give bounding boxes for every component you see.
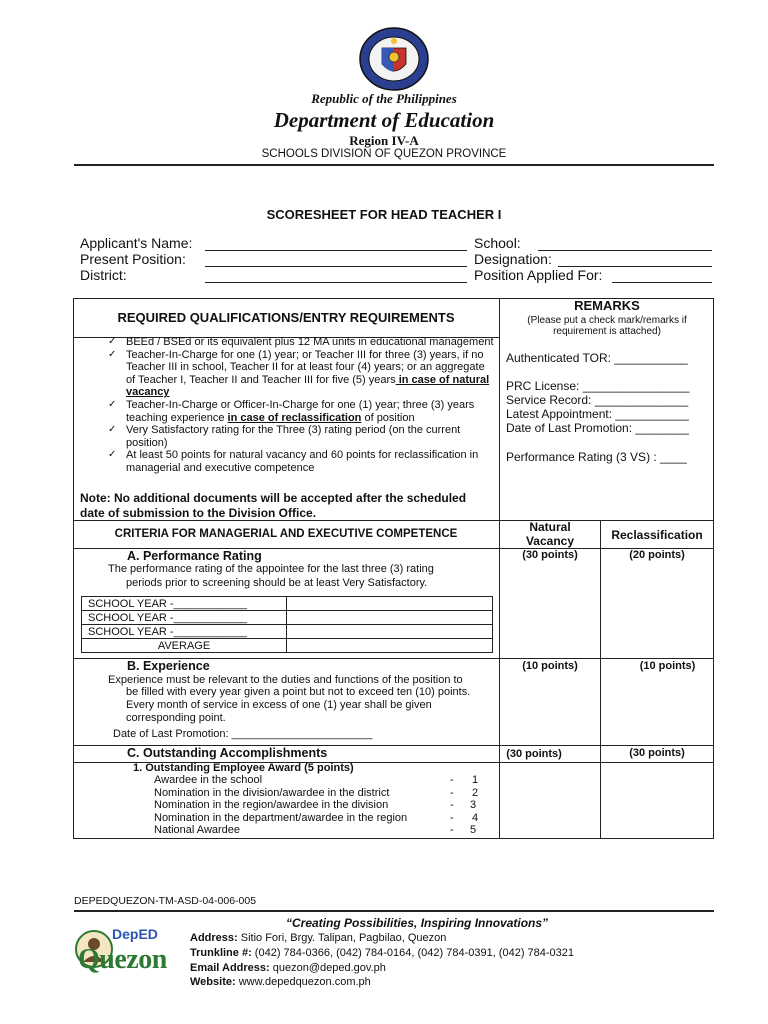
footer-address-value: Sitio Fori, Brgy. Talipan, Pagbilao, Quezon xyxy=(237,932,447,944)
remarks-appointment[interactable]: Latest Appointment: ___________ xyxy=(506,407,689,421)
section-b-desc-4: corresponding point. xyxy=(126,712,226,724)
award-dash: - xyxy=(450,774,454,786)
award-points: 3 xyxy=(470,799,477,811)
req-emphasis: in case of reclassification xyxy=(227,411,362,424)
department-title: Department of Education xyxy=(273,108,495,132)
remarks-tor[interactable]: Authenticated TOR: ___________ xyxy=(506,351,688,365)
school-year-cell: SCHOOL YEAR -____________ xyxy=(82,597,287,611)
list-item xyxy=(154,787,484,800)
rating-cell[interactable] xyxy=(287,611,493,625)
req-text: Teacher-In-Charge or Officer-In-Charge for one (1) year; three (3) years teaching experience xyxy=(126,398,475,424)
header-divider xyxy=(74,164,714,166)
section-c-title: C. Outstanding Accomplishments xyxy=(127,746,328,760)
footer-email xyxy=(190,962,386,974)
section-b-desc-2: be filled with every year given a point but not to exceed ten (10) points. xyxy=(126,686,471,698)
footer-website-value[interactable]: www.depedquezon.com.ph xyxy=(235,976,371,988)
award-points: 1 xyxy=(472,774,479,786)
table-row xyxy=(82,625,493,639)
applicant-name-label: Applicant's Name: xyxy=(80,235,193,251)
award-dash: - xyxy=(450,824,454,836)
footer-address xyxy=(190,932,446,944)
award-dash: - xyxy=(450,786,454,799)
document-code: DEPEDQUEZON-TM-ASD-04-006-005 xyxy=(74,895,257,907)
deped-quezon-logo xyxy=(74,922,178,978)
requirements-heading: REQUIRED QUALIFICATIONS/ENTRY REQUIREMENTS xyxy=(117,310,455,325)
section-a-reclass-points: (20 points) xyxy=(629,549,685,561)
footer-divider xyxy=(74,910,714,912)
footer-trunk-label: Trunkline #: xyxy=(190,947,252,959)
req-text: Very Satisfactory rating for the Three (3) rating period (on the current position) xyxy=(126,424,461,449)
section-a-title: A. Performance Rating xyxy=(127,549,262,563)
present-position-label: Present Position: xyxy=(80,251,186,267)
criteria-heading: CRITERIA FOR MANAGERIAL AND EXECUTIVE COMPETENCE xyxy=(114,528,458,540)
average-value-cell[interactable] xyxy=(287,639,493,653)
req-text: At least 50 points for natural vacancy and 60 points for reclassification in managerial and executive competence xyxy=(126,449,479,474)
section-c-natural-points: (30 points) xyxy=(506,748,562,760)
school-year-table xyxy=(81,596,493,653)
average-cell: AVERAGE xyxy=(82,639,287,653)
division-text: SCHOOLS DIVISION OF QUEZON PROVINCE xyxy=(261,148,507,160)
section-b-reclass-points: (10 points) xyxy=(639,660,696,672)
req-emphasis: in case of natural vacancy xyxy=(126,373,490,399)
list-item xyxy=(154,812,484,825)
school-label: School: xyxy=(474,235,521,251)
section-c-reclass-points: (30 points) xyxy=(629,747,685,759)
section-b-promotion[interactable]: Date of Last Promotion: _______________________ xyxy=(113,728,373,740)
remarks-promotion[interactable]: Date of Last Promotion: ________ xyxy=(506,421,689,435)
req-text: BEEd / BSEd or its equivalent plus 12 MA units in educational management xyxy=(126,336,494,348)
award-label: Awardee in the school xyxy=(154,774,263,786)
position-applied-field[interactable] xyxy=(612,282,712,283)
section-b-desc-3: Every month of service in excess of one (1) year shall be given xyxy=(126,699,432,711)
deped-seal xyxy=(358,26,430,92)
rating-cell[interactable] xyxy=(287,625,493,639)
award-dash: - xyxy=(450,799,454,811)
list-item xyxy=(104,449,496,474)
criteria-top-divider xyxy=(73,520,714,521)
award-dash: - xyxy=(450,811,454,824)
footer-website xyxy=(190,976,371,988)
award-label: Nomination in the division/awardee in the district xyxy=(154,786,390,799)
section-b-title: B. Experience xyxy=(127,659,210,673)
footer-email-value[interactable]: quezon@deped.gov.ph xyxy=(269,962,386,974)
logo-bottom-text: Quezon xyxy=(78,944,167,975)
footer-trunk-value: (042) 784-0366, (042) 784-0164, (042) 784-0391, (042) 784-0321 xyxy=(251,947,575,959)
footer-address-label: Address: xyxy=(190,932,238,944)
section-b-natural-points: (10 points) xyxy=(522,660,578,672)
table-row xyxy=(82,639,493,653)
award-label: Nomination in the department/awardee in the region xyxy=(154,811,408,824)
school-field[interactable] xyxy=(538,250,712,251)
list-item xyxy=(104,399,496,424)
col-natural-vacancy: Natural Vacancy xyxy=(525,520,575,548)
district-field[interactable] xyxy=(205,282,467,283)
designation-field[interactable] xyxy=(558,266,712,267)
section-a-desc-1: The performance rating of the appointee for the last three (3) rating xyxy=(108,563,434,575)
remarks-instructions: (Please put a check mark/remarks if requirement is attached) xyxy=(527,315,687,337)
school-year-cell: SCHOOL YEAR -____________ xyxy=(82,611,287,625)
remarks-service[interactable]: Service Record: ______________ xyxy=(506,393,689,407)
award-label: Nomination in the region/awardee in the division xyxy=(154,799,389,811)
designation-label: Designation: xyxy=(474,251,552,267)
page-title: SCORESHEET FOR HEAD TEACHER I xyxy=(266,207,502,222)
list-item xyxy=(154,799,484,812)
section-a-desc-2: periods prior to screening should be at least Very Satisfactory. xyxy=(126,577,428,589)
remarks-prc[interactable]: PRC License: ________________ xyxy=(506,379,690,393)
award-points: 5 xyxy=(470,824,477,836)
table-row xyxy=(82,597,493,611)
section-a-natural-points: (30 points) xyxy=(522,549,578,561)
applicant-name-field[interactable] xyxy=(205,250,467,251)
award-heading: 1. Outstanding Employee Award (5 points) xyxy=(133,762,354,774)
list-item xyxy=(154,824,484,837)
table-row xyxy=(82,611,493,625)
region-text: Region IV-A xyxy=(349,133,419,148)
position-applied-label: Position Applied For: xyxy=(474,267,603,283)
present-position-field[interactable] xyxy=(205,266,467,267)
list-item xyxy=(154,774,484,787)
list-item xyxy=(104,349,496,399)
award-points: 4 xyxy=(472,811,479,824)
remarks-heading: REMARKS xyxy=(574,298,640,313)
award-list xyxy=(154,774,484,837)
footer-tagline: “Creating Possibilities, Inspiring Innovations” xyxy=(286,916,549,930)
list-item xyxy=(104,424,496,449)
reclass-divider xyxy=(600,520,601,839)
footer-trunkline xyxy=(190,947,574,959)
school-year-cell: SCHOOL YEAR -____________ xyxy=(82,625,287,639)
col-reclassification: Reclassification xyxy=(611,528,703,542)
requirements-list xyxy=(104,336,496,475)
award-points: 2 xyxy=(472,786,479,799)
rating-cell[interactable] xyxy=(287,597,493,611)
district-label: District: xyxy=(80,267,127,283)
republic-text: Republic of the Philippines xyxy=(311,91,457,106)
footer-email-label: Email Address: xyxy=(190,962,270,974)
footer-website-label: Website: xyxy=(190,976,236,988)
award-label: National Awardee xyxy=(154,824,241,836)
logo-top-text: DepED xyxy=(112,926,158,942)
req-text: Teacher-In-Charge for one (1) year; or Teacher III for three (3) years, if no Teacher III in school, Teacher II for at least four (4) years; or an aggregate of Teacher I, Teacher II and Teacher III for five (5) years xyxy=(126,348,485,386)
remarks-rating[interactable]: Performance Rating (3 VS) : ____ xyxy=(506,450,687,464)
req-text: of position xyxy=(361,411,415,424)
list-item xyxy=(104,336,496,349)
section-b-desc-1: Experience must be relevant to the duties and functions of the position to xyxy=(108,674,463,686)
requirements-note: Note: No additional documents will be accepted after the scheduled date of submission to the Division Office. xyxy=(80,491,467,520)
